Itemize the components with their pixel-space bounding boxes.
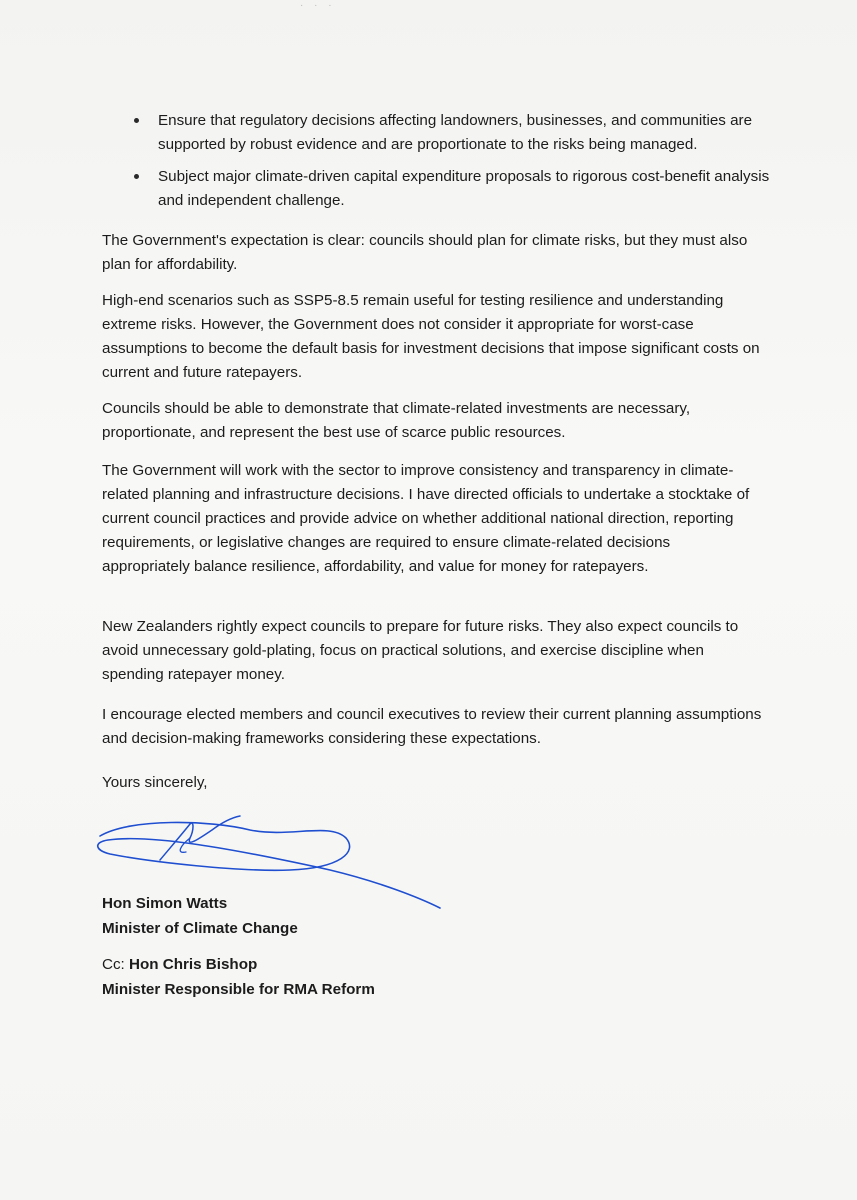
paragraph-scenarios: High-end scenarios such as SSP5-8.5 remain useful for testing resilience and understanding extreme risks. However, the Government does not consider it appropriate for worst-case assumptions to become the default basis for investment decisions that impose significant costs on current and future ratepayers.: [102, 292, 760, 381]
bullet-item: [132, 165, 772, 213]
closing-salutation: Yours sincerely,: [102, 774, 208, 791]
signatory-title: Minister of Climate Change: [102, 920, 298, 937]
bullet-dot-icon: [134, 174, 139, 179]
cc-name: Hon Chris Bishop: [129, 956, 258, 973]
cc-label: Cc:: [102, 956, 130, 973]
paragraph-encourage: I encourage elected members and council executives to review their current planning assumptions and decision-making frameworks considering these expectations.: [102, 706, 762, 747]
paragraph-demonstrate: Councils should be able to demonstrate that climate-related investments are necessary, proportionate, and represent the best use of scarce public resources.: [102, 400, 691, 441]
paragraph-expectations: New Zealanders rightly expect councils to prepare for future risks. They also expect councils to avoid unnecessary gold-plating, focus on practical solutions, and exercise discipline when spending ratepayer money.: [102, 618, 739, 683]
bullet-text: Subject major climate-driven capital expenditure proposals to rigorous cost-benefit analysis and independent challenge.: [158, 168, 770, 209]
signatory-name: Hon Simon Watts: [102, 895, 228, 912]
page-top-mark: · · ·: [300, 0, 336, 11]
paragraph-expectation: The Government's expectation is clear: councils should plan for climate risks, but they must also plan for affordability.: [102, 232, 748, 273]
bullet-dot-icon: [134, 118, 139, 123]
cc-line: [102, 956, 257, 973]
bullet-list: [132, 109, 772, 221]
bullet-text: Ensure that regulatory decisions affecting landowners, businesses, and communities are supported by robust evidence and are proportionate to the risks being managed.: [158, 112, 753, 153]
cc-title: Minister Responsible for RMA Reform: [102, 981, 375, 998]
paragraph-sector-work: The Government will work with the sector to improve consistency and transparency in climate-related planning and infrastructure decisions. I have directed officials to undertake a stocktake of current council practices and provide advice on whether additional national direction, reporting requirements, or legislative changes are required to ensure climate-related decisions appropriately balance resilience, affordability, and value for money for ratepayers.: [102, 462, 750, 575]
bullet-item: [132, 109, 772, 157]
